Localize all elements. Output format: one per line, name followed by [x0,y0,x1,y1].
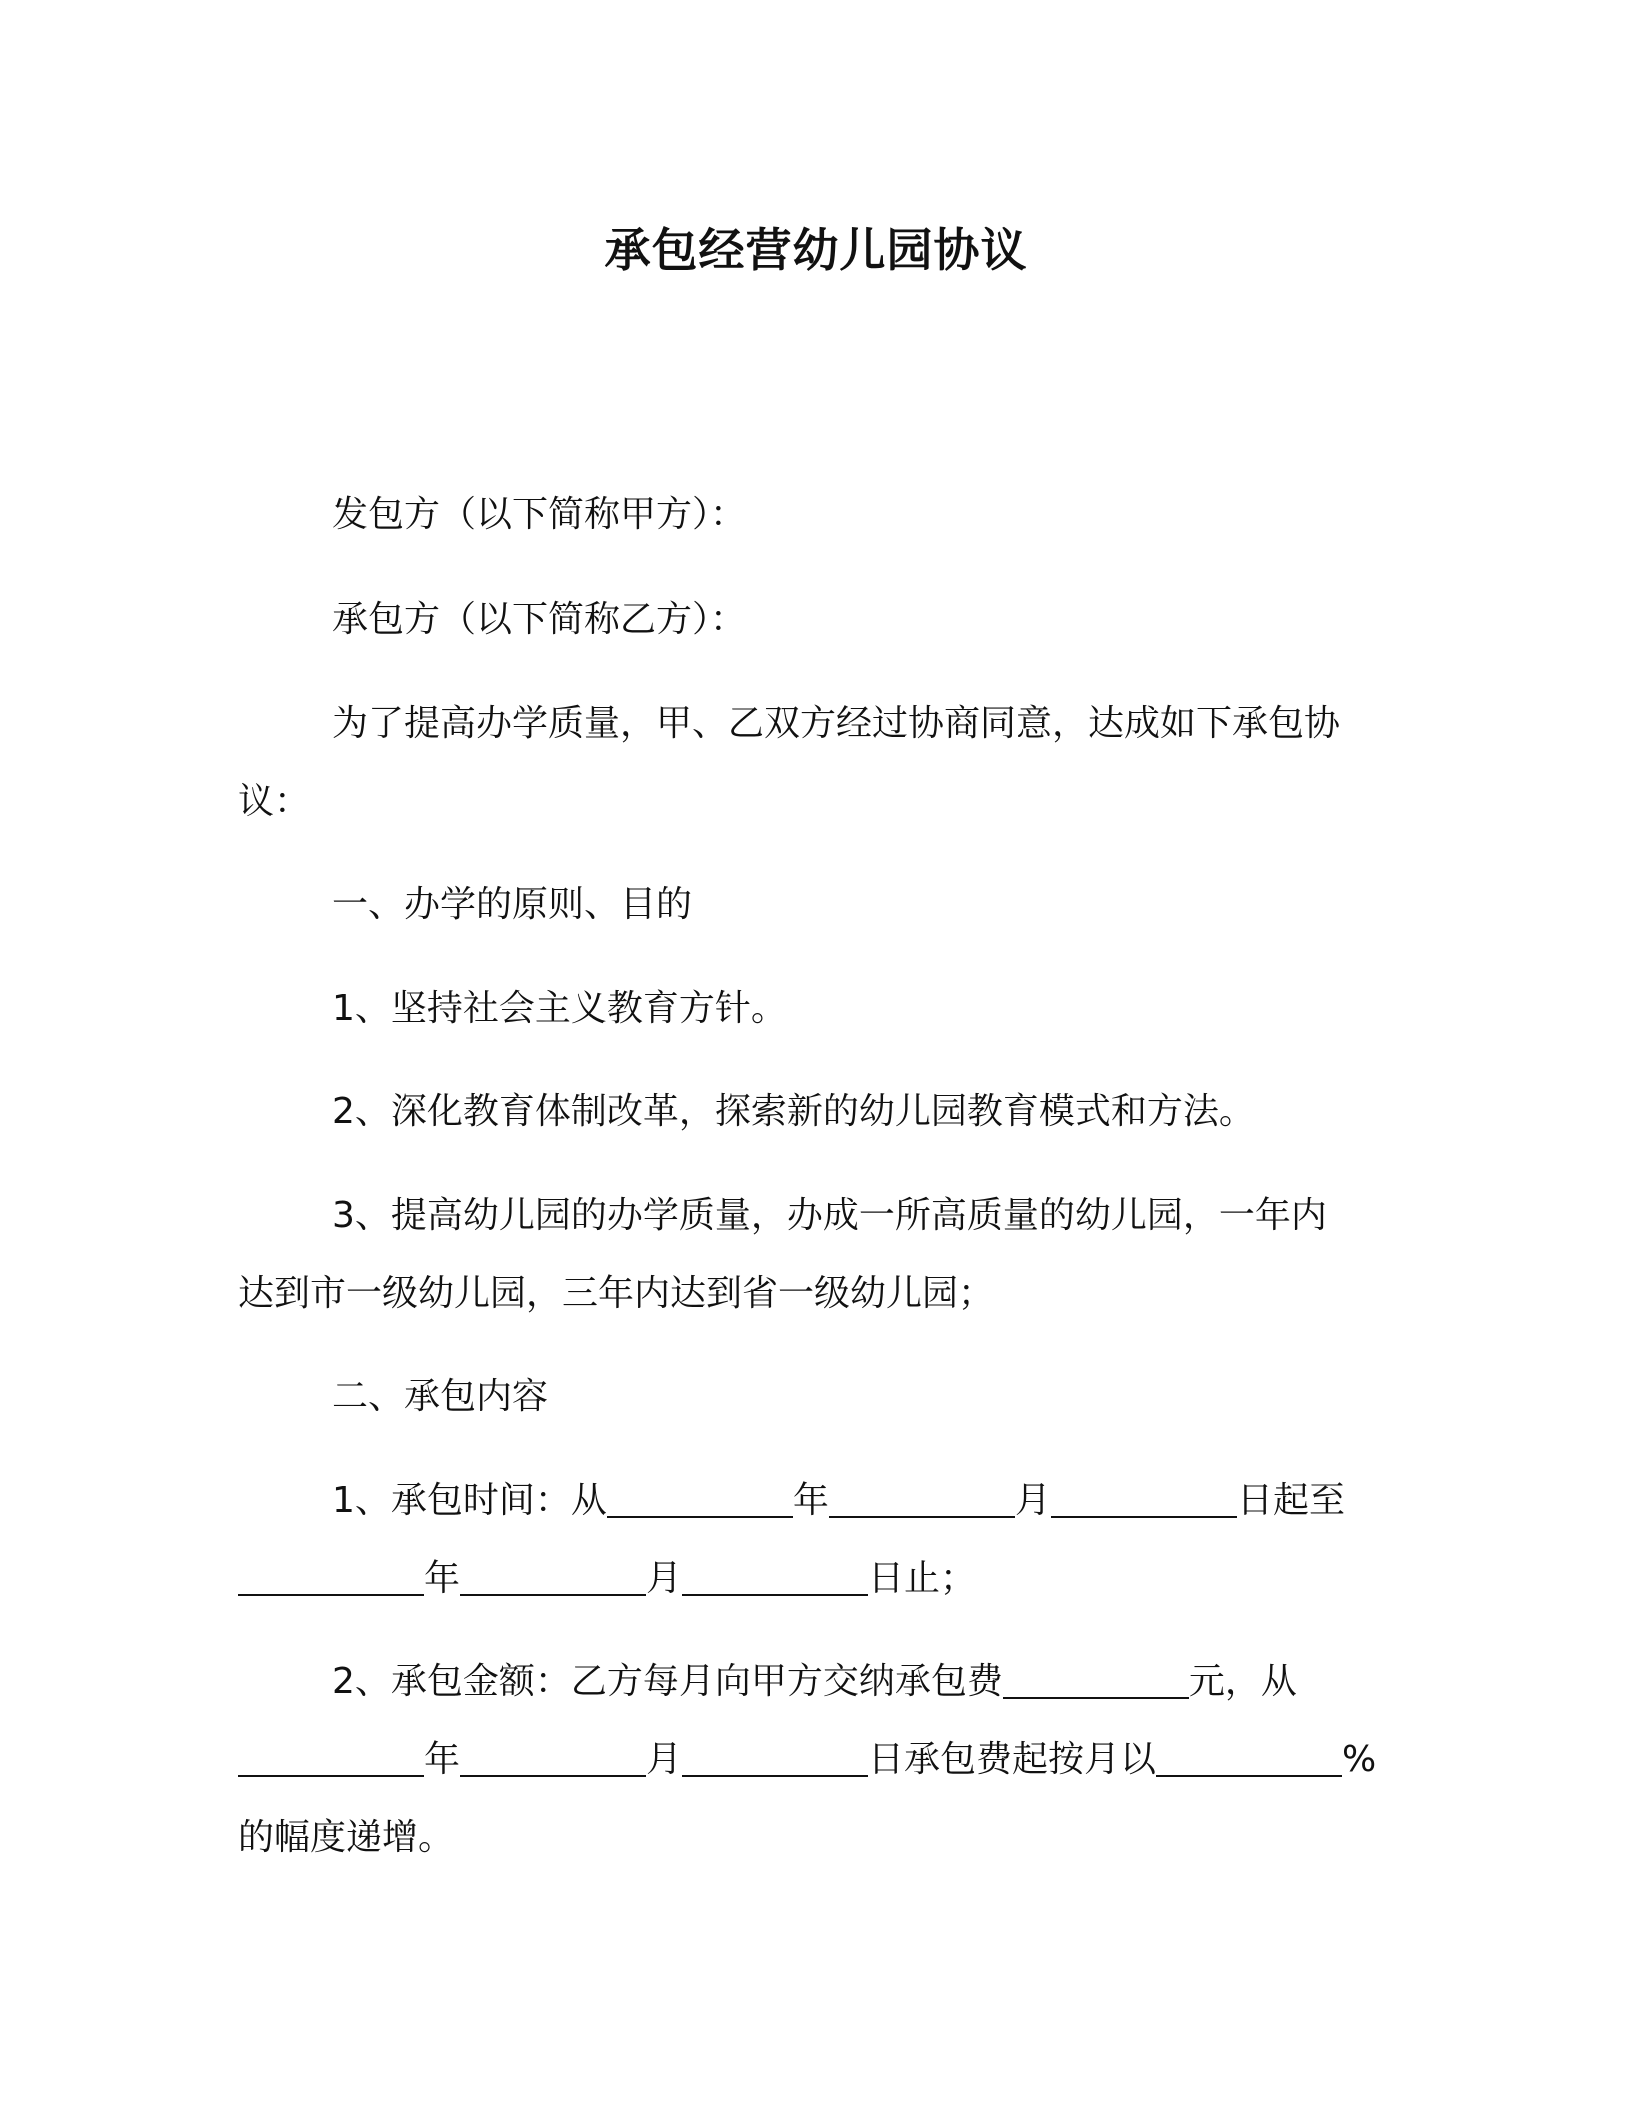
preamble-paragraph: 为了提高办学质量，甲、乙双方经过协商同意，达成如下承包协 议： [238,703,1341,822]
section-one-item-2: 2、深化教育体制改革，探索新的幼儿园教育模式和方法。 [332,1091,1255,1132]
section-two-heading: 二、承包内容 [332,1376,549,1417]
contract-term-paragraph: 1、承包时间：从 年 月 日起至 年 月 日止； [238,1462,1398,1618]
section-one-heading: 一、办学的原则、目的 [332,884,693,925]
term-end-month-blank[interactable] [460,1560,646,1596]
party-b-line: 承包方（以下简称乙方）： [332,599,747,640]
term-start-year-blank[interactable] [607,1482,793,1518]
fee-amount-blank[interactable] [1003,1663,1189,1699]
term-end-day-blank[interactable] [682,1560,868,1596]
section-one-item-3: 3、提高幼儿园的办学质量，办成一所高质量的幼儿园，一年内 达到市一级幼儿园，三年内达到省一级幼儿园； [238,1195,1327,1314]
fee-prefix: 2、承包金额：乙方每月向甲方交纳承包费 [332,1661,1003,1702]
party-a-line: 发包方（以下简称甲方）： [332,494,747,535]
document-title: 承包经营幼儿园协议 [604,223,1028,277]
section-one-item-1: 1、坚持社会主义教育方针。 [332,988,787,1029]
contract-fee-paragraph: 2、承包金额：乙方每月向甲方交纳承包费 元，从 年 月 日承包费起按月以 % 的幅度递增。 [238,1661,1377,1858]
term-start-month-blank[interactable] [829,1482,1015,1518]
term-prefix: 1、承包时间：从 [332,1480,607,1521]
fee-increase-rate-blank[interactable] [1156,1741,1342,1777]
fee-start-month-blank[interactable] [460,1741,646,1777]
term-start-day-blank[interactable] [1051,1482,1237,1518]
fee-start-year-blank[interactable] [238,1741,424,1777]
fee-start-day-blank[interactable] [682,1741,868,1777]
term-end-year-blank[interactable] [238,1560,424,1596]
